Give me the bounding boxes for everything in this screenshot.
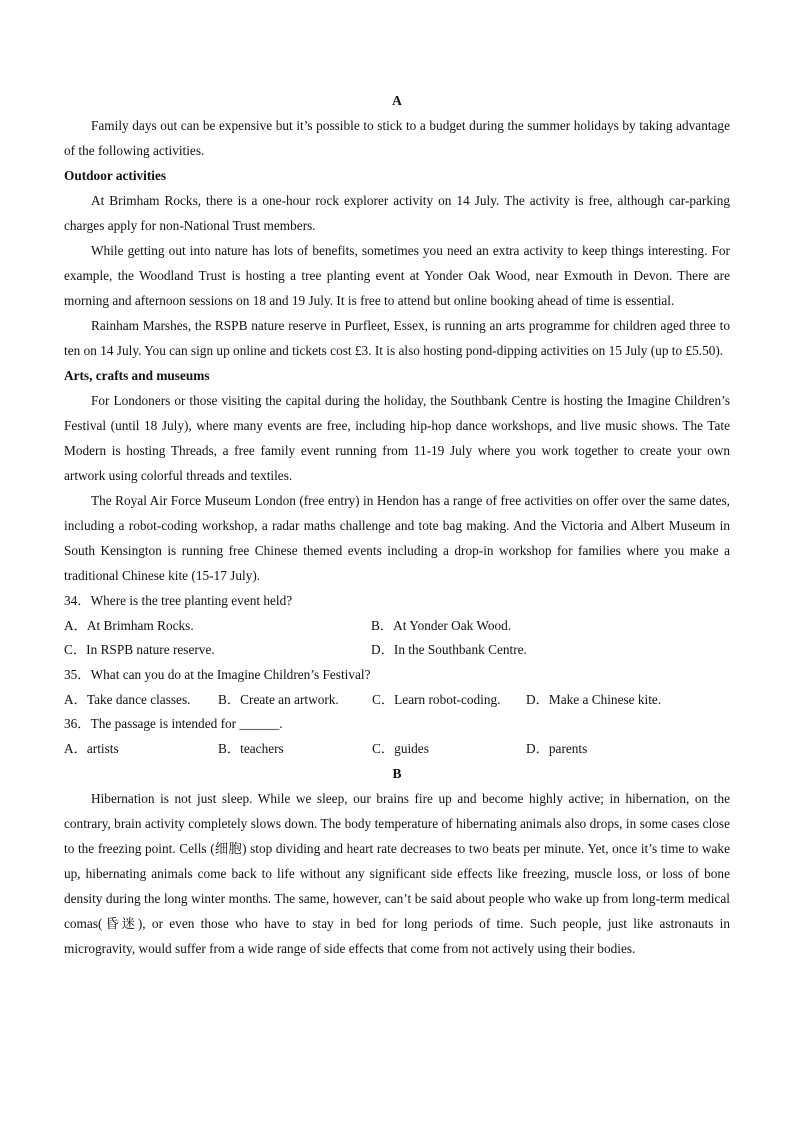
question-36-stem: 36．The passage is intended for ______. [64,716,283,732]
question-35-option-a[interactable]: A．Take dance classes. [64,691,191,707]
rainham-marshes-paragraph: Rainham Marshes, the RSPB nature reserve in Purfleet, Essex, is running an arts programme for children aged three to ten on 14 July. You can sign up online and tickets cost £3. It is also hosting pond-dipping activities on 15 July (up to £5.50). [64,318,730,358]
question-34-stem: 34．Where is the tree planting event held? [64,593,293,608]
question-35-option-b[interactable]: B．Create an artwork. [218,691,339,707]
section-a-heading: A [392,93,402,108]
question-35-options [64,687,730,712]
woodland-trust-paragraph: While getting out into nature has lots of benefits, sometimes you need an extra activity to keep things interesting. For example, the Woodland Trust is hosting a tree planting event at Yonder Oak Wood, near Exmouth in Devon. There are morning and afternoon sessions on 18 and 19 July. It is free to attend but online booking ahead of time is essential. [64,243,730,308]
question-36-option-a[interactable]: A．artists [64,741,119,757]
question-35-stem: 35．What can you do at the Imagine Children’s Festival? [64,667,371,683]
question-36-option-b[interactable]: B．teachers [218,741,284,757]
hibernation-paragraph: Hibernation is not just sleep. While we sleep, our brains fire up and become highly active; in hibernation, on the contrary, brain activity completely slows down. The body temperature of hibernating animals also drops, in some cases close to the freezing point. Cells (细胞) stop dividing and heart rate decreases to two beats per minute. Yet, once it’s time to wake up, hibernating animals come back to life without any significant side effects like freezing, muscle loss, or loss of bone density during the long winter months. The same, however, can’t be said about people who wake up from long-term medical comas(昏迷), or even those who have to stay in bed for long periods of time. Such people, just like astronauts in microgravity, would suffer from a wide range of side effects that come from not actively using their bodies. [64,790,730,956]
section-a-intro: Family days out can be expensive but it’s possible to stick to a budget during the summer holidays by taking advantage of the following activities. [64,118,730,158]
question-36-option-d[interactable]: D．parents [526,741,588,757]
question-34-option-a[interactable]: A．At Brimham Rocks. [64,617,194,633]
question-34-options-row2 [64,637,730,662]
question-35-option-d[interactable]: D．Make a Chinese kite. [526,691,662,707]
section-b-heading: B [392,765,402,781]
question-34-option-c[interactable]: C．In RSPB nature reserve. [64,642,215,658]
southbank-paragraph: For Londoners or those visiting the capital during the holiday, the Southbank Centre is hosting the Imagine Children’s Festival (until 18 July), where many events are free, including hip-hop dance workshops, and live music shows. The Tate Modern is hosting Threads, a free family event running from 11-19 July where you work together to create your own artwork using colorful threads and textiles. [64,393,730,483]
question-36-options [64,736,730,761]
exam-page [64,88,730,961]
question-34-options [64,613,730,638]
arts-crafts-museums-heading: Arts, crafts and museums [64,368,210,383]
raf-museum-paragraph: The Royal Air Force Museum London (free entry) in Hendon has a range of free activities on offer over the same dates, including a robot-coding workshop, a radar maths challenge and tote bag making. And the Victoria and Albert Museum in South Kensington is running free Chinese themed events including a drop-in workshop for families where you make a traditional Chinese kite (15-17 July). [64,493,730,583]
question-34-option-b[interactable]: B．At Yonder Oak Wood. [371,617,512,633]
brimham-rocks-paragraph: At Brimham Rocks, there is a one-hour rock explorer activity on 14 July. The activity is free, although car-parking charges apply for non-National Trust members. [64,193,730,233]
question-34-option-d[interactable]: D．In the Southbank Centre. [371,642,527,658]
question-36-option-c[interactable]: C．guides [372,741,429,757]
question-35-option-c[interactable]: C．Learn robot-coding. [372,691,501,707]
outdoor-activities-heading: Outdoor activities [64,168,167,183]
